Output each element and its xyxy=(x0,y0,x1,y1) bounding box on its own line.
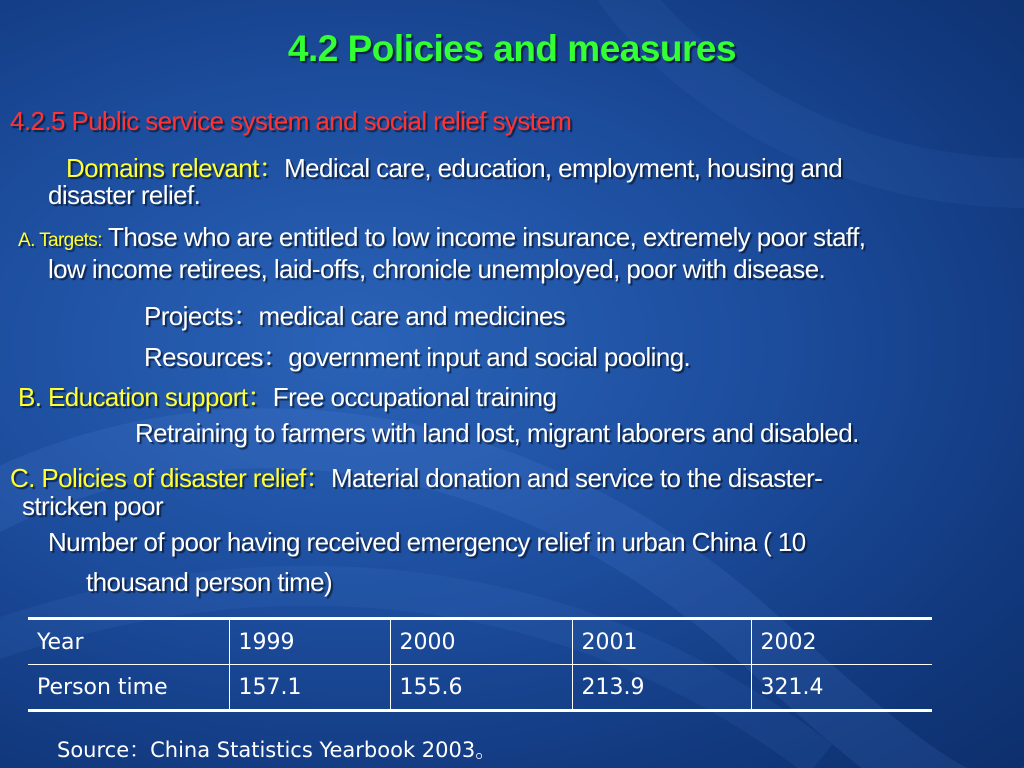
value-cell: 157.1 xyxy=(229,665,390,711)
domains-text-2: disaster relief. xyxy=(48,180,201,210)
education-line-1 xyxy=(18,377,556,414)
relief-data-table xyxy=(28,617,932,712)
table-caption-1: Number of poor having received emergency relief in urban China ( 10 xyxy=(48,527,806,557)
targets-line-1 xyxy=(18,222,865,253)
disaster-line-1 xyxy=(10,458,822,495)
table-header-row xyxy=(28,619,932,665)
disaster-text-2: stricken poor xyxy=(22,491,164,521)
value-cell: 213.9 xyxy=(572,665,751,711)
projects-line xyxy=(144,296,565,333)
slide-title: 4.2 Policies and measures xyxy=(287,28,737,69)
domains-label: Domains relevant： xyxy=(66,153,285,183)
domains-text-1: Medical care, education, employment, housing and xyxy=(284,153,843,183)
resources-line xyxy=(144,337,690,374)
education-label: B. Education support： xyxy=(18,382,273,412)
year-header-cell: Year xyxy=(28,619,229,665)
disaster-text-1: Material donation and service to the disaster- xyxy=(330,463,823,493)
targets-text-1: Those who are entitled to low income insurance, extremely poor staff, xyxy=(108,222,866,252)
value-cell: 155.6 xyxy=(390,665,572,711)
year-cell: 2000 xyxy=(390,619,572,665)
education-text-2: Retraining to farmers with land lost, migrant laborers and disabled. xyxy=(135,418,859,448)
value-cell: 321.4 xyxy=(751,665,932,711)
table-caption-2: thousand person time) xyxy=(86,567,333,597)
projects-text: medical care and medicines xyxy=(258,301,566,331)
resources-label: Resources： xyxy=(144,342,289,372)
targets-label: A. Targets: xyxy=(18,230,102,251)
education-text-1: Free occupational training xyxy=(272,382,557,412)
targets-text-2: low income retirees, laid-offs, chronicle unemployed, poor with disease. xyxy=(48,254,826,284)
resources-text: government input and social pooling. xyxy=(288,342,691,372)
person-time-label-cell: Person time xyxy=(28,665,229,711)
year-cell: 2002 xyxy=(751,619,932,665)
section-subtitle: 4.2.5 Public service system and social relief system xyxy=(10,106,572,136)
projects-label: Projects： xyxy=(144,301,259,331)
disaster-label: C. Policies of disaster relief： xyxy=(10,463,331,493)
year-cell: 2001 xyxy=(572,619,751,665)
table-row xyxy=(28,665,932,711)
source-note: Source：China Statistics Yearbook 2003。 xyxy=(57,738,497,762)
year-cell: 1999 xyxy=(229,619,390,665)
